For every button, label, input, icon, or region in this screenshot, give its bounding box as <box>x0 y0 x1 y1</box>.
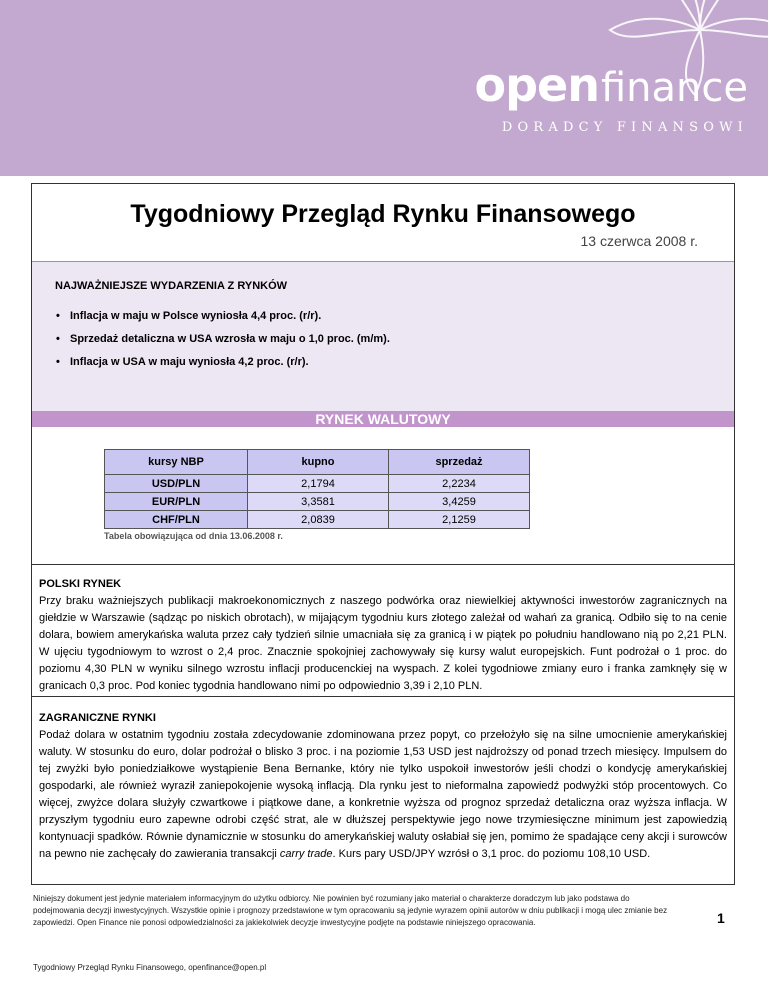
table-row <box>105 475 530 493</box>
disclaimer: Niniejszy dokument jest jedynie materiałem informacyjnym do użytku odbiorcy. Nie powinien być rozumiany jako materiał o charakterze doradczym lub jako podstawa do podejmowania decyzji inwestycyjnych. Wszystkie opinie i prognozy przedstawione w tym opracowaniu są jedynie wyrazem opinii autorów w dniu publikacji i mogą ulec zmianie bez zapowiedzi. Open Finance nie ponosi odpowiedzialności za jakiekolwiek decyzje inwestycyjne podjęte na podstawie niniejszego opracowania. <box>33 894 668 927</box>
logo-word-open: open <box>474 58 599 112</box>
body-text: Podaż dolara w ostatnim tygodniu została zdecydowanie zdominowana przez popyt, co przełożyło się na silne umocnienie amerykańskiej waluty. W stosunku do euro, dolar podrożał o blisko 3 proc. i na poziomie 1,53 USD jest najdroższy od ponad trzech miesięcy. Impulsem do tej zwyżki było poniedziałkowe wystąpienie Bena Bernanke, który nie tylko uspokoił inwestorów jeśli chodzi o kondycję amerykańskiej gospodarki, ale również wyraził zaniepokojenie wysoką inflacją. Dla rynku jest to nieformalna zapowiedź podwyżki stóp procentowych. Co więcej, zwyżce dolara służyły czwartkowe i piątkowe dane, a konkretnie wyższa od prognoz sprzedaż detaliczna oraz wyższa inflacja. W przyszłym tygodniu euro zapewne odrobi część strat, ale w dłuższej perspektywie jego nowe trzymiesięczne minimum jest zapowiedzią kontynuacji spadków. Równie dynamicznie w stosunku do amerykańskiej waluty osłabiał się jen, pomimo że spadające ceny akcji i surowców na pewno nie zachęcały do zawierania transakcji <box>39 729 727 860</box>
currency-pair: USD/PLN <box>105 475 248 493</box>
column-header: kupno <box>248 450 389 475</box>
bullet-icon: • <box>56 310 60 322</box>
list-item <box>56 356 390 368</box>
section-divider <box>32 564 734 565</box>
list-item <box>56 310 390 322</box>
logo-tagline: DORADCY FINANSOWI <box>501 120 748 135</box>
table-header-row <box>105 450 530 475</box>
page-number: 1 <box>717 910 725 926</box>
report-title: Tygodniowy Przegląd Rynku Finansowego <box>130 200 636 228</box>
highlights-heading: NAJWAŻNIEJSZE WYDARZENIA Z RYNKÓW <box>55 280 288 292</box>
report-date: 13 czerwca 2008 r. <box>580 233 698 249</box>
highlights-box <box>32 261 734 412</box>
list-item <box>56 333 390 345</box>
section-heading: ZAGRANICZNE RYNKI <box>39 712 156 724</box>
body-text: . Kurs pary USD/JPY wzrósł o 3,1 proc. do poziomu 108,10 USD. <box>332 848 651 860</box>
highlights-list <box>56 310 390 379</box>
sell-rate: 3,4259 <box>389 493 530 511</box>
buy-rate: 2,1794 <box>248 475 389 493</box>
highlight-text: Sprzedaż detaliczna w USA wzrosła w maju o 1,0 proc. (m/m). <box>70 333 390 345</box>
buy-rate: 2,0839 <box>248 511 389 529</box>
section-heading: POLSKI RYNEK <box>39 578 122 590</box>
currency-pair: CHF/PLN <box>105 511 248 529</box>
table-row <box>105 493 530 511</box>
fx-rates-table <box>104 449 530 529</box>
highlight-text: Inflacja w USA w maju wyniosła 4,2 proc. (r/r). <box>70 356 309 368</box>
table-note: Tabela obowiązująca od dnia 13.06.2008 r. <box>104 531 283 541</box>
polish-market-section <box>39 576 727 695</box>
foreign-markets-section <box>39 710 727 863</box>
buy-rate: 3,3581 <box>248 493 389 511</box>
section-body <box>39 727 727 863</box>
header-banner <box>0 0 768 176</box>
table-row <box>105 511 530 529</box>
currency-pair: EUR/PLN <box>105 493 248 511</box>
section-divider <box>32 696 734 697</box>
logo-word-finance: finance <box>600 65 748 111</box>
body-italic-text: carry trade <box>279 848 333 860</box>
section-header-fx: RYNEK WALUTOWY <box>32 411 734 427</box>
open-finance-logo <box>475 58 749 135</box>
section-body: Przy braku ważniejszych publikacji makroekonomicznych z naszego podwórka oraz niewielkiej aktywności inwestorów zagranicznych na giełdzie w Warszawie (sądząc po niskich obrotach), w mijającym tygodniu kurs złotego zależał od wahań za granicą. Odbiło się to na cenie dolara, bowiem amerykańska waluta przez cały tydzień silnie umacniała się za granicą i w piątek po południu handlowano nią po 2,21 PLN. W ujęciu tygodniowym to wzrost o 2,4 proc. Znacznie spokojniej zachowywały się kursy walut europejskich. Funt podrożał o 1 proc. do poziomu 4,30 PLN w wyniku silnego wzrostu inflacji producenckiej na wyspach. Z kolei tygodniowe zmiany euro i franka zamknęły się w granicach 0,3 proc. Pod koniec tygodnia handlowano nimi po odpowiednio 3,39 i 2,10 PLN. <box>39 595 727 692</box>
sell-rate: 2,1259 <box>389 511 530 529</box>
bullet-icon: • <box>56 333 60 345</box>
report-frame <box>31 183 735 885</box>
column-header: kursy NBP <box>105 450 248 475</box>
highlight-text: Inflacja w maju w Polsce wyniosła 4,4 proc. (r/r). <box>70 310 322 322</box>
footer-contact: Tygodniowy Przegląd Rynku Finansowego, openfinance@open.pl <box>33 963 267 972</box>
sell-rate: 2,2234 <box>389 475 530 493</box>
bullet-icon: • <box>56 356 60 368</box>
column-header: sprzedaż <box>389 450 530 475</box>
